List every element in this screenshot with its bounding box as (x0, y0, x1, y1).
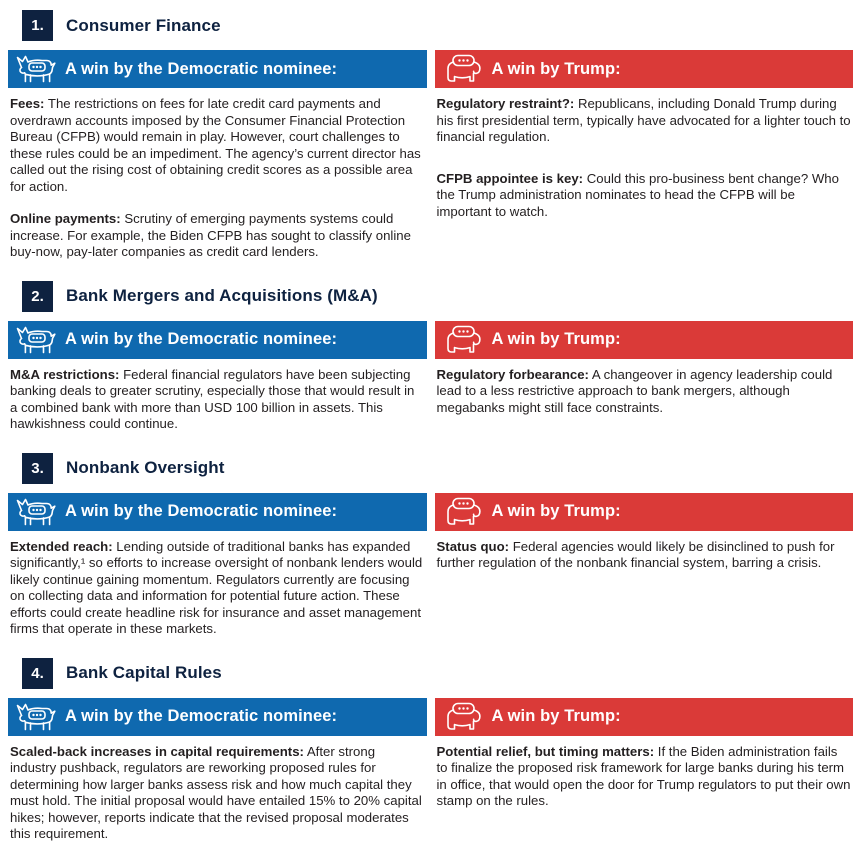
trump-column (435, 321, 854, 433)
section-header (22, 658, 853, 689)
donkey-icon (15, 497, 57, 527)
paragraph-label: Regulatory forbearance: (436, 366, 589, 382)
paragraph (10, 367, 425, 433)
trump-win-banner (435, 321, 854, 359)
paragraph-text: Could this pro-business bent change? Who the Trump administration nominates to head the CFPB will be important to watch. (436, 170, 839, 219)
trump-win-label: A win by Trump: (491, 707, 621, 725)
democratic-column (8, 321, 427, 433)
donkey-icon (15, 54, 57, 84)
section-bank-mergers (8, 281, 853, 433)
trump-win-banner (435, 493, 854, 531)
section-number-badge: 1. (22, 10, 53, 41)
trump-win-label: A win by Trump: (491, 59, 621, 78)
trump-win-banner (435, 698, 854, 736)
paragraph-label: Potential relief, but timing matters: (436, 743, 655, 759)
paragraph-label: Online payments: (10, 211, 121, 226)
paragraph-label: CFPB appointee is key: (436, 170, 584, 186)
section-bank-capital-rules (8, 658, 853, 843)
democratic-column (8, 493, 427, 638)
paragraph-text: Scrutiny of emerging payments systems could increase. For example, the Biden CFPB has sought to classify online buy-now, pay-later companies as credit card lenders. (10, 211, 411, 259)
section-header (22, 453, 853, 484)
democratic-column-body (8, 531, 427, 638)
democratic-win-label: A win by the Democratic nominee: (65, 707, 338, 725)
trump-column-body (435, 736, 854, 810)
section-title: Nonbank Oversight (66, 458, 225, 477)
paragraph-label: M&A restrictions: (10, 366, 120, 382)
paragraph (437, 539, 852, 572)
section-header (22, 281, 853, 312)
trump-column-body (435, 531, 854, 572)
democratic-column (8, 698, 427, 843)
section-header (22, 10, 853, 41)
section-number-badge: 2. (22, 281, 53, 312)
elephant-icon (442, 325, 484, 355)
trump-column (435, 698, 854, 843)
paragraph-label: Extended reach: (10, 538, 113, 554)
elephant-icon (442, 702, 484, 732)
trump-win-label: A win by Trump: (491, 330, 621, 348)
elephant-icon (442, 497, 484, 527)
paragraph-label: Fees: (10, 96, 45, 111)
democratic-win-banner (8, 493, 427, 531)
paragraph (10, 744, 425, 843)
paragraph (10, 211, 425, 261)
democratic-win-label: A win by the Democratic nominee: (65, 502, 338, 520)
paragraph-text: Lending outside of traditional banks has expanded significantly,¹ so efforts to increase oversight of nonbank lenders would likely continue gaining momentum. Regulators currently are focusing on collecting data and information for potential future action. These efforts could create headline risk for insurance and asset management firms that operate in these markets. (10, 538, 423, 636)
democratic-win-banner (8, 321, 427, 359)
trump-column (435, 50, 854, 261)
democratic-column (8, 50, 427, 261)
paragraph-text: A changeover in agency leadership could lead to a less restrictive approach to bank mergers, although megabanks might still face constraints. (436, 366, 833, 415)
democratic-win-label: A win by the Democratic nominee: (65, 330, 338, 348)
section-number-badge: 3. (22, 453, 53, 484)
trump-win-banner (435, 50, 854, 88)
paragraph-text: Republicans, including Donald Trump during his first presidential term, typically have advocated for a lighter touch to financial regulation. (436, 96, 851, 144)
paragraph-text: Federal agencies would likely be disinclined to push for further regulation of the nonbank financial system, barring a crisis. (436, 538, 835, 570)
section-number-badge: 4. (22, 658, 53, 689)
donkey-icon (15, 325, 57, 355)
trump-win-label: A win by Trump: (491, 502, 621, 520)
paragraph-label: Regulatory restraint?: (436, 96, 575, 111)
section-nonbank-oversight (8, 453, 853, 638)
paragraph-text: After strong industry pushback, regulators are reworking proposed rules for determining how larger banks assess risk and how much capital they must hold. The initial proposal would have entailed 15% to 20% capital hikes; however, reports indicate that the revised proposal moderates this requirement. (10, 743, 422, 841)
paragraph (437, 744, 852, 810)
elephant-icon (442, 54, 484, 84)
section-title: Bank Capital Rules (66, 663, 222, 682)
paragraph (437, 367, 852, 417)
democratic-column-body (8, 88, 427, 261)
section-consumer-finance (8, 10, 853, 261)
democratic-column-body (8, 736, 427, 843)
democratic-win-banner (8, 50, 427, 88)
democratic-win-label: A win by the Democratic nominee: (65, 59, 338, 78)
paragraph-text: If the Biden administration fails to finalize the proposed risk framework for large banks during his term in office, that would open the door for Trump regulators to put their own stamp on the rules. (436, 743, 851, 808)
paragraph-text: The restrictions on fees for late credit card payments and overdrawn accounts imposed by the Consumer Financial Protection Bureau (CFPB) would remain in play. However, court challenges to these rules could be an impediment. The agency’s current director has called out the rising cost of obtaining credit scores as a possible area for action. (10, 96, 421, 194)
section-title: Consumer Finance (66, 15, 221, 35)
paragraph (10, 96, 425, 195)
paragraph-text: Federal financial regulators have been subjecting banking deals to greater scrutiny, especially those that would result in a combined bank with more than USD 100 billion in assets. This hawkishness could continue. (10, 366, 415, 431)
democratic-win-banner (8, 698, 427, 736)
paragraph (437, 171, 852, 221)
section-title: Bank Mergers and Acquisitions (M&A) (66, 286, 378, 305)
paragraph-label: Status quo: (436, 538, 510, 554)
paragraph (10, 539, 425, 638)
trump-column-body (435, 359, 854, 417)
trump-column (435, 493, 854, 638)
paragraph-label: Scaled-back increases in capital requirements: (10, 743, 304, 759)
paragraph (437, 96, 852, 146)
democratic-column-body (8, 359, 427, 433)
trump-column-body (435, 88, 854, 220)
donkey-icon (15, 702, 57, 732)
